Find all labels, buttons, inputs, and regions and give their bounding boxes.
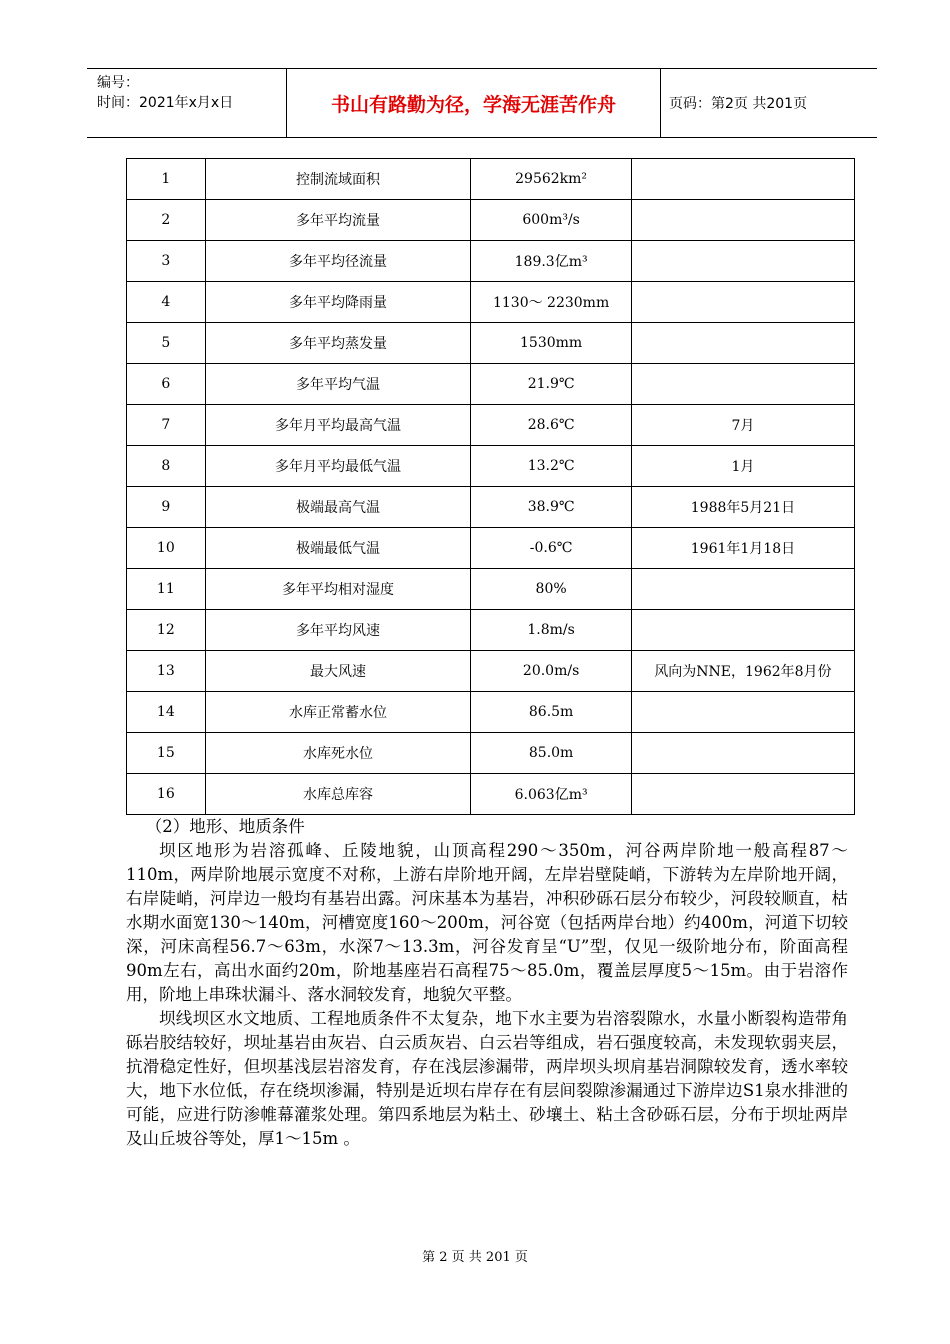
row-note: 1988年5月21日: [631, 487, 854, 528]
document-time-label: 时间：2021年x月x日: [97, 95, 234, 111]
table-row: [127, 282, 855, 323]
row-note: 1月: [631, 446, 854, 487]
row-number: 7: [127, 405, 206, 446]
row-value: 6.063亿m³: [471, 774, 632, 815]
row-note: 风向为NNE，1962年8月份: [631, 651, 854, 692]
header-motto: 书山有路勤为径，学海无涯苦作舟: [287, 69, 661, 137]
row-name: 多年平均蒸发量: [205, 323, 471, 364]
page-footer: 第 2 页 共 201 页: [422, 1250, 528, 1265]
header-page-number: 页码：第2页 共201页: [669, 96, 808, 112]
row-value: 29562km²: [471, 159, 632, 200]
row-note: [631, 323, 854, 364]
row-note: [631, 241, 854, 282]
row-value: 1.8m/s: [471, 610, 632, 651]
row-value: 28.6℃: [471, 405, 632, 446]
table-row: [127, 610, 855, 651]
table-row: [127, 774, 855, 815]
row-number: 8: [127, 446, 206, 487]
table-row: [127, 569, 855, 610]
row-note: [631, 282, 854, 323]
row-note: [631, 364, 854, 405]
row-number: 2: [127, 200, 206, 241]
row-note: [631, 569, 854, 610]
table-row: [127, 528, 855, 569]
row-value: 86.5m: [471, 692, 632, 733]
row-number: 9: [127, 487, 206, 528]
row-number: 6: [127, 364, 206, 405]
row-name: 多年平均流量: [205, 200, 471, 241]
row-number: 12: [127, 610, 206, 651]
row-number: 5: [127, 323, 206, 364]
row-number: 3: [127, 241, 206, 282]
row-name: 极端最低气温: [205, 528, 471, 569]
row-note: [631, 200, 854, 241]
row-value: 85.0m: [471, 733, 632, 774]
table-row: [127, 159, 855, 200]
row-value: 80%: [471, 569, 632, 610]
document-number-label: 编号：: [97, 75, 139, 91]
row-number: 13: [127, 651, 206, 692]
row-name: 多年平均降雨量: [205, 282, 471, 323]
row-number: 15: [127, 733, 206, 774]
row-note: [631, 692, 854, 733]
table-row: [127, 733, 855, 774]
row-name: 最大风速: [205, 651, 471, 692]
row-number: 11: [127, 569, 206, 610]
row-note: [631, 610, 854, 651]
table-row: [127, 364, 855, 405]
table-row: [127, 241, 855, 282]
row-value: 38.9℃: [471, 487, 632, 528]
row-value: 1130～ 2230mm: [471, 282, 632, 323]
paragraph-terrain: 坝区地形为岩溶孤峰、丘陵地貌，山顶高程290～350m，河谷两岸阶地一般高程87～110m，两岸阶地展示宽度不对称，上游右岸阶地开阔，左岸岩壁陡峭，下游转为左岸阶地开阔，右岸陡峭，河岸边一般均有基岩出露。河床基本为基岩，冲积砂砾石层分布较少，河段较顺直，枯水期水面宽130～140m，河槽宽度160～200m，河谷宽（包括两岸台地）约400m，河道下切较深，河床高程56.7～63m，水深7～13.3m，河谷发育呈“U”型，仅见一级阶地分布，阶面高程90m左右，高出水面约20m，阶地基座岩石高程75～85.0m，覆盖层厚度5～15m。由于岩溶作用，阶地上串珠状漏斗、落水洞较发育，地貌欠平整。: [126, 841, 848, 1004]
row-number: 4: [127, 282, 206, 323]
row-note: [631, 159, 854, 200]
header-meta: [87, 69, 287, 137]
row-number: 10: [127, 528, 206, 569]
row-value: -0.6℃: [471, 528, 632, 569]
table-row: [127, 692, 855, 733]
row-note: [631, 774, 854, 815]
row-name: 多年月平均最高气温: [205, 405, 471, 446]
row-name: 多年平均风速: [205, 610, 471, 651]
row-note: 1961年1月18日: [631, 528, 854, 569]
row-name: 水库死水位: [205, 733, 471, 774]
row-value: 13.2℃: [471, 446, 632, 487]
row-value: 1530mm: [471, 323, 632, 364]
row-name: 多年月平均最低气温: [205, 446, 471, 487]
row-number: 16: [127, 774, 206, 815]
row-name: 极端最高气温: [205, 487, 471, 528]
row-name: 多年平均气温: [205, 364, 471, 405]
page-header: [87, 68, 877, 138]
paragraph-geology: 坝线坝区水文地质、工程地质条件不太复杂，地下水主要为岩溶裂隙水，水量小断裂构造带角砾岩胶结较好，坝址基岩由灰岩、白云质灰岩、白云岩等组成，岩石强度较高，未发现软弱夹层，抗滑稳定性好，但坝基浅层岩溶发育，存在浅层渗漏带，两岸坝头坝肩基岩洞隙较发育，透水率较大，地下水位低，存在绕坝渗漏，特别是近坝右岸存在有层间裂隙渗漏通过下游岸边S1泉水排泄的可能，应进行防渗帷幕灌浆处理。第四系地层为粘土、砂壤土、粘土含砂砾石层，分布于坝址两岸及山丘坡谷等处，厚1～15m 。: [126, 1009, 848, 1148]
row-note: 7月: [631, 405, 854, 446]
row-name: 多年平均径流量: [205, 241, 471, 282]
row-name: 多年平均相对湿度: [205, 569, 471, 610]
table-row: [127, 200, 855, 241]
row-number: 1: [127, 159, 206, 200]
row-note: [631, 733, 854, 774]
row-name: 水库总库容: [205, 774, 471, 815]
section-heading: （2）地形、地质条件: [145, 817, 305, 836]
section-body: [126, 815, 848, 1151]
row-name: 水库正常蓄水位: [205, 692, 471, 733]
table-row: [127, 323, 855, 364]
row-value: 20.0m/s: [471, 651, 632, 692]
row-value: 189.3亿m³: [471, 241, 632, 282]
row-name: 控制流域面积: [205, 159, 471, 200]
row-number: 14: [127, 692, 206, 733]
row-value: 21.9℃: [471, 364, 632, 405]
table-row: [127, 651, 855, 692]
table-row: [127, 446, 855, 487]
row-value: 600m³/s: [471, 200, 632, 241]
table-row: [127, 405, 855, 446]
table-row: [127, 487, 855, 528]
parameter-table: [126, 158, 855, 815]
